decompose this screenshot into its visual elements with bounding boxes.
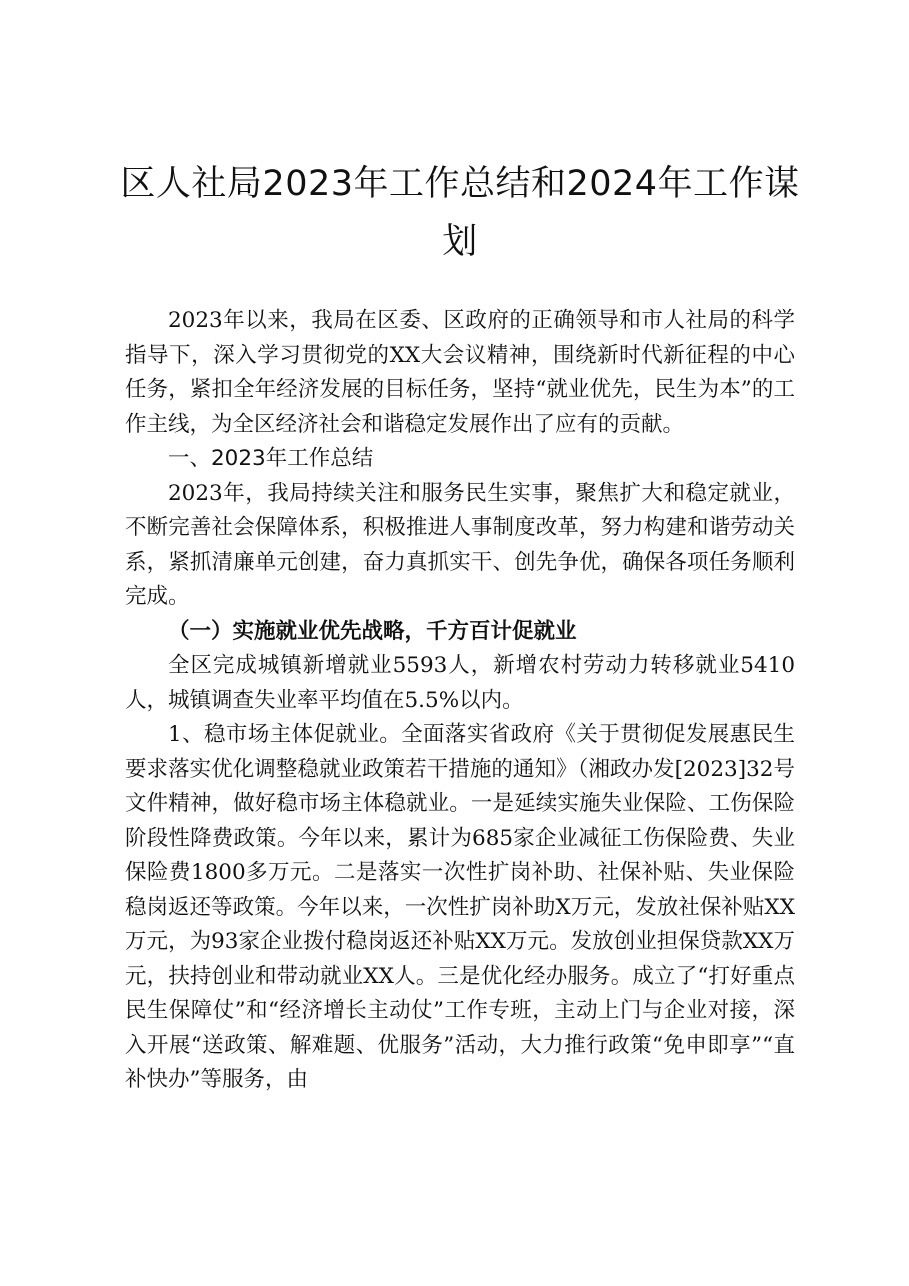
document-body xyxy=(125,304,795,1098)
subsection-heading: （一）实施就业优先战略，千方百计促就业 xyxy=(168,618,577,644)
section-heading: 一、2023年工作总结 xyxy=(168,446,374,471)
document-title: 区人社局2023年工作总结和2024年工作谋划 xyxy=(120,164,800,262)
intro-paragraph: 2023年以来，我局在区委、区政府的正确领导和市人社局的科学指导下，深入学习贯彻党的XX大会议精神，围绕新时代新征程的中心任务，紧扣全年经济发展的目标任务，坚持“就业优先，民生为本”的工作主线，为全区经济社会和谐稳定发展作出了应有的贡献。 xyxy=(125,308,795,437)
employment-stats-paragraph: 全区完成城镇新增就业5593人，新增农村劳动力转移就业5410人，城镇调查失业率平均值在5.5%以内。 xyxy=(125,653,795,713)
section-summary-paragraph: 2023年，我局持续关注和服务民生实事，聚焦扩大和稳定就业，不断完善社会保障体系，积极推进人事制度改革，努力构建和谐劳动关系，紧抓清廉单元创建，奋力真抓实干、创先争优，确保各项任务顺利完成。 xyxy=(125,480,795,609)
item-1-paragraph: 1、稳市场主体促就业。全面落实省政府《关于贯彻促发展惠民生要求落实优化调整稳就业政策若干措施的通知》（湘政办发[2023]32号文件精神，做好稳市场主体稳就业。一是延续实施失业保险、工伤保险阶段性降费政策。今年以来，累计为685家企业减征工伤保险费、失业保险费1800多万元。二是落实一次性扩岗补助、社保补贴、失业保险稳岗返还等政策。今年以来，一次性扩岗补助X万元，发放社保补贴XX万元，为93家企业拨付稳岗返还补贴XX万元。发放创业担保贷款XX万元，扶持创业和带动就业XX人。三是优化经办服务。成立了“打好重点民生保障仗”和“经济增长主动仗”工作专班，主动上门与企业对接，深入开展“送政策、解难题、优服务”活动，大力推行政策“免申即享”“直补快办”等服务，由 xyxy=(125,722,795,1092)
